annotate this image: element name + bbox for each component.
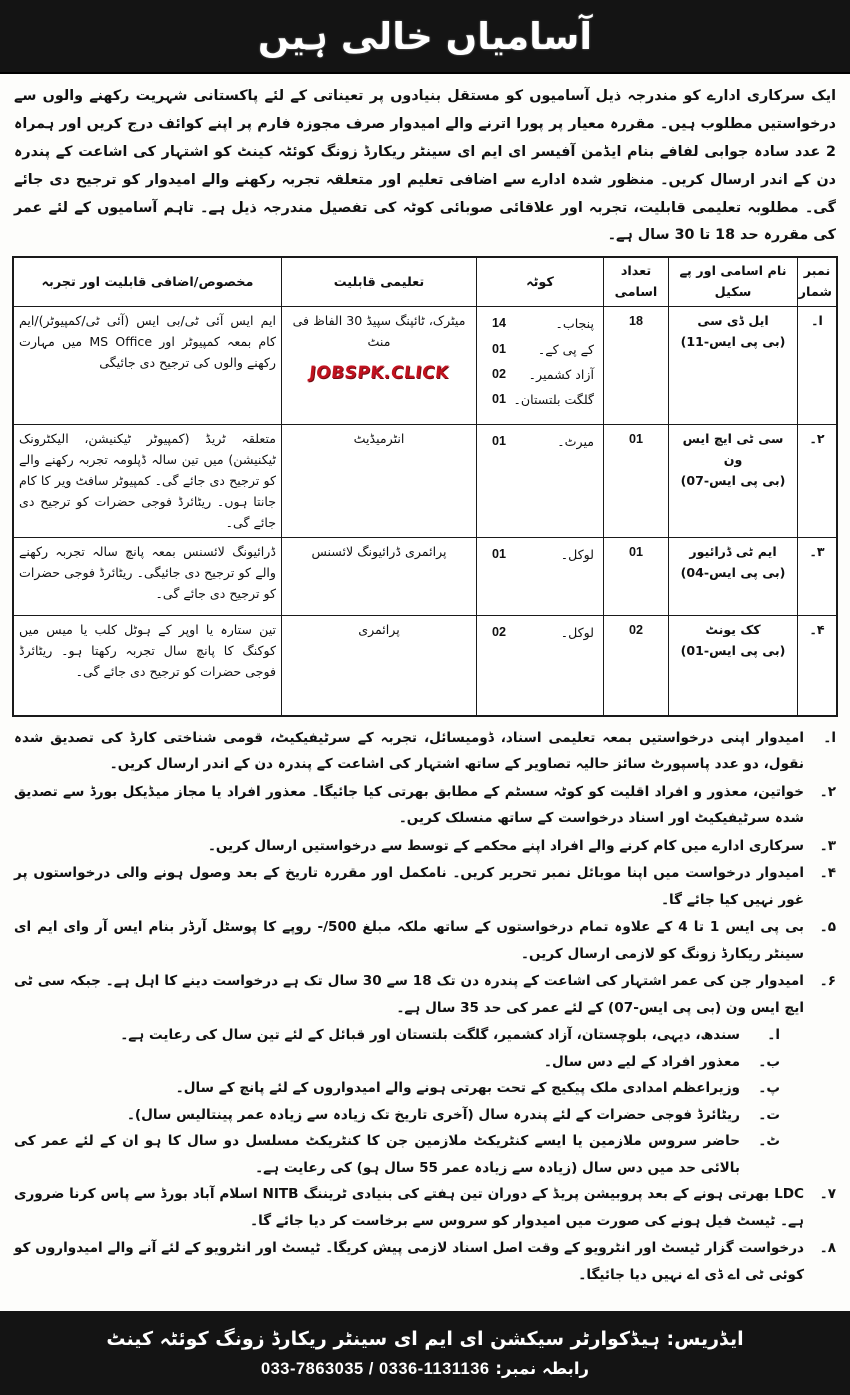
condition-text: LDC بھرتی ہونے کے بعد پروبیشن پریڈ کے دوران تین ہفتے کی بنیادی ٹریننگ NITB اسلام آباد بورڈ سے پاس کرنا ضروری ہے۔ ٹیسٹ فیل ہونے کی صورت میں امیدوار کو سروس سے برخاست کر دیا جائے گا۔	[14, 1186, 804, 1229]
condition-item	[14, 1235, 836, 1288]
footer-address	[106, 1325, 743, 1354]
condition-text: امیدوار اپنی درخواستیں بمعہ تعلیمی اسناد، ڈومیسائل، تجربہ کے سرٹیفیکیٹ، قومی شناختی کارڈ کی تصدیق شدہ نقول، دو عدد پاسپورٹ سائز حالیہ تصاویر کے ساتھ اشتہار کی اشاعت کے پندرہ دن کے اندر ارسال کریں۔	[14, 729, 804, 773]
header-post-count: تعداد اسامی	[604, 257, 669, 307]
condition-item	[14, 860, 836, 913]
table-row	[13, 538, 837, 616]
condition-item	[14, 725, 836, 778]
quota-region: آزاد کشمیر۔	[528, 366, 594, 382]
site-watermark: JOBSPK.CLICK	[308, 363, 450, 384]
age-relaxation-text: ریٹائرڈ فوجی حضرات کے لئے پندرہ سال (آخری تاریخ تک زیادہ سے زیادہ عمر پینتالیس سال)۔	[126, 1106, 740, 1123]
age-relaxation-marker: ٹ۔	[758, 1133, 780, 1150]
condition-item	[14, 833, 836, 860]
table-header-row	[13, 257, 837, 307]
intro-paragraph: ایک سرکاری ادارے کو مندرجہ ذیل آسامیوں کو مستقل بنیادوں پر تعیناتی کے لئے پاکستانی شہریت رکھنے والوں سے درخواستیں مطلوب ہیں۔ مقررہ معیار پر پورا اترنے والے امیدوار صرف مجوزہ فارم پر اپنے کوائف درج کریں اور ہمراہ 2 عدد سادہ جوابی لفافے بنام ایڈمن آفیسر ای ایم ای سینٹر ریکارڈ زونگ کوئٹہ کینٹ کو اشتہار کی اشاعت کے پندرہ دن کے اندر ارسال کریں۔ منظور شدہ ادارے سے اضافی تعلیم اور متعلقہ تجربہ رکھنے والے امیدوار کو ترجیح دی جائے گی۔ مطلوبہ تعلیمی قابلیت، تجربہ اور علاقائی صوبائی کوٹہ کی تفصیل مندرجہ ذیل ہے۔ تاہم آسامیوں کے لئے عمر کی مقررہ حد 18 تا 30 سال ہے۔	[14, 88, 836, 244]
header-band	[0, 0, 850, 74]
row-post-title	[669, 425, 798, 538]
post-scale: (بی پی ایس-04)	[680, 565, 786, 581]
row-education	[282, 307, 477, 425]
jobs-table	[12, 256, 838, 717]
row-experience: متعلقہ ٹریڈ (کمپیوٹر ٹیکنیشن، الیکٹرونک ٹیکنیشن) میں تین سالہ ڈپلومہ تجربہ رکھنے والے کو ترجیح دی جائے گی۔ کمپیوٹر سافٹ ویر کا کام جانتا ہوں۔ ریٹائرڈ فوجی حضرات کو ترجیح دی جائے گی۔	[13, 425, 282, 538]
age-relaxation-sublist	[14, 1022, 836, 1181]
quota-entry	[482, 362, 598, 387]
quota-region: پنجاب۔	[555, 316, 594, 332]
quota-region: لوکل۔	[560, 625, 594, 641]
quota-entry	[482, 387, 598, 412]
row-serial: ۲۔	[798, 425, 838, 538]
row-experience: ڈرائیونگ لائسنس بمعہ پانچ سالہ تجربہ رکھنے والے کو ترجیح دی جائیگی۔ ریٹائرڈ فوجی حضرات کو ترجیح دی جائے گی۔	[13, 538, 282, 616]
header-education: تعلیمی قابلیت	[282, 257, 477, 307]
condition-text: امیدوار درخواست میں اپنا موبائل نمبر تحریر کریں۔ نامکمل اور مقررہ تاریخ کے بعد وصول ہونے والی درخواستوں پر غور نہیں کیا جائے گا۔	[14, 865, 804, 908]
age-relaxation-item	[14, 1128, 780, 1181]
condition-item	[14, 779, 836, 832]
quota-number: 14	[492, 316, 507, 331]
post-name: کک یونٹ	[705, 622, 761, 638]
header-serial: نمبر شمار	[798, 257, 838, 307]
row-quota	[477, 425, 604, 538]
table-row	[13, 425, 837, 538]
condition-marker: ۸۔	[819, 1240, 836, 1257]
quota-number: 01	[492, 392, 507, 407]
row-education: پرائمری ڈرائیونگ لائسنس	[282, 538, 477, 616]
condition-marker: ۷۔	[819, 1186, 836, 1203]
post-scale: (بی پی ایس-01)	[680, 643, 786, 659]
header-experience: مخصوص/اضافی قابلیت اور تجربہ	[13, 257, 282, 307]
row-post-count: 18	[604, 307, 669, 425]
post-name: ایل ڈی سی	[697, 313, 769, 329]
quota-entry	[482, 311, 598, 336]
age-relaxation-text: سندھ، دیہی، بلوچستان، آزاد کشمیر، گلگت بلتستان اور قبائل کے لئے تین سال کی رعایت ہے۔	[120, 1027, 740, 1044]
row-serial: ا۔	[798, 307, 838, 425]
condition-text: سرکاری ادارے میں کام کرنے والے افراد اپنے محکمے کے توسط سے درخواستیں ارسال کریں۔	[207, 837, 804, 854]
row-post-title	[669, 616, 798, 716]
quota-region: گلگت بلتستان۔	[513, 392, 594, 408]
age-relaxation-item	[14, 1102, 780, 1129]
education-text: میٹرک، ٹائپنگ سپیڈ 30 الفاظ فی منٹ	[292, 313, 466, 350]
condition-text: امیدوار جن کی عمر اشتہار کی اشاعت کے پندرہ دن تک 18 سے 30 سال تک ہے درخواست دینے کا اہل ہے۔ جبکہ سی ٹی ایچ ایس ون (بی پی ایس-07) کے لئے عمر کی حد 35 سال ہے۔	[14, 973, 804, 1016]
row-post-count: 02	[604, 616, 669, 716]
post-scale: (بی پی ایس-11)	[680, 334, 786, 350]
condition-marker: ا۔	[823, 729, 836, 746]
condition-marker: ۶۔	[819, 973, 836, 990]
jobs-table-head	[13, 257, 837, 307]
contact-label: رابطہ نمبر:	[495, 1359, 590, 1379]
row-education: انٹرمیڈیٹ	[282, 425, 477, 538]
table-row	[13, 616, 837, 716]
row-post-count: 01	[604, 538, 669, 616]
footer-band	[0, 1311, 850, 1395]
condition-text: خواتین، معذور و افراد اقلیت کو کوٹہ سسٹم کے مطابق بھرتی کیا جائیگا۔ معذور افراد یا مجاز میڈیکل بورڈ سے تصدیق شدہ سرٹیفیکیٹ اور اسناد درخواست کے ساتھ منسلک کریں۔	[14, 783, 804, 827]
condition-text: بی پی ایس 1 تا 4 کے علاوہ تمام درخواستوں کے ساتھ ملکہ مبلغ 500/- روپے کا پوسٹل آرڈر بنام ایس آر وای ایم ای سینٹر ریکارڈ زونگ کو لازمی ارسال کریں۔	[14, 919, 804, 962]
condition-marker: ۵۔	[819, 919, 836, 936]
quota-number: 01	[492, 341, 507, 356]
post-name: ایم ٹی ڈرائیور	[689, 544, 777, 560]
header-post-title: نام اسامی اور پے سکیل	[669, 257, 798, 307]
quota-entry	[482, 429, 598, 454]
quota-entry	[482, 542, 598, 567]
quota-region: میرٹ۔	[557, 434, 594, 450]
row-post-title	[669, 307, 798, 425]
condition-item	[14, 1181, 836, 1234]
page-title: آسامیاں خالی ہیں	[257, 14, 593, 58]
age-relaxation-marker: پ۔	[758, 1080, 780, 1097]
age-relaxation-item	[14, 1049, 780, 1076]
address-label: ایڈریس:	[666, 1327, 744, 1350]
post-name: سی ٹی ایچ ایس ون	[682, 431, 784, 468]
header-quota: کوٹہ	[477, 257, 604, 307]
condition-marker: ۴۔	[819, 865, 836, 882]
row-education: پرائمری	[282, 616, 477, 716]
quota-region: لوکل۔	[560, 547, 594, 563]
condition-text: درخواست گزار ٹیسٹ اور انٹرویو کے وقت اصل اسناد لازمی پیش کریگا۔ ٹیسٹ اور انٹرویو کے لئے آنے والے امیدواروں کو کوئی ٹی اے ڈی اے نہیں دیا جائیگا۔	[14, 1240, 804, 1283]
quota-number: 02	[492, 366, 507, 381]
age-relaxation-item	[14, 1075, 780, 1102]
row-serial: ۴۔	[798, 616, 838, 716]
age-relaxation-text: وزیراعظم امدادی ملک پیکیج کے تحت بھرتی ہونے والے امیدواروں کے لئے پانچ کے سال۔	[175, 1080, 740, 1097]
conditions-list	[0, 717, 850, 1292]
row-experience: تین ستارہ یا اوپر کے ہوٹل کلب یا میس میں کوکنگ کا پانچ سال تجربہ رکھتا ہو۔ ریٹائرڈ فوجی حضرات کو ترجیح دی جائے گی۔	[13, 616, 282, 716]
post-scale: (بی پی ایس-07)	[680, 473, 786, 488]
address-value: ہیڈکوارٹر سیکشن ای ایم ای سینٹر ریکارڈ زونگ کوئٹہ کینٹ	[106, 1327, 660, 1350]
quota-number: 01	[492, 434, 507, 449]
quota-number: 02	[492, 625, 507, 640]
quota-entry	[482, 620, 598, 645]
row-quota	[477, 538, 604, 616]
condition-marker: ۲۔	[819, 783, 836, 800]
jobs-table-body	[13, 307, 837, 716]
contact-numbers: 033-7863035 / 0336-1131136	[260, 1360, 490, 1379]
jobs-table-wrapper	[0, 256, 850, 717]
row-quota	[477, 616, 604, 716]
row-experience: ایم ایس آئی ٹی/بی ایس (آئی ٹی/کمپیوٹر)/ایم کام بمعہ کمپیوٹر اور MS Office میں مہارت رکھنے والوں کی ترجیح دی جائیگی	[13, 307, 282, 425]
age-relaxation-text: معذور افراد کے لیے دس سال۔	[544, 1053, 740, 1070]
footer-contact	[261, 1359, 589, 1379]
age-relaxation-marker: ا۔	[767, 1027, 780, 1044]
condition-item	[14, 968, 836, 1021]
quota-entry	[482, 337, 598, 362]
row-post-count: 01	[604, 425, 669, 538]
age-relaxation-marker: ت۔	[758, 1106, 780, 1123]
table-row	[13, 307, 837, 425]
quota-number: 01	[492, 547, 507, 562]
row-serial: ۳۔	[798, 538, 838, 616]
row-quota	[477, 307, 604, 425]
row-post-title	[669, 538, 798, 616]
condition-item	[14, 914, 836, 967]
age-relaxation-marker: ب۔	[758, 1053, 780, 1070]
condition-marker: ۳۔	[819, 837, 836, 854]
age-relaxation-item	[14, 1022, 780, 1049]
quota-region: کے پی کے۔	[537, 341, 594, 357]
age-relaxation-text: حاضر سروس ملازمین یا ایسے کنٹریکٹ ملازمین جن کا کنٹریکٹ مسلسل دو سال کا ہو ان کے لئے عمر کی بالائی حد میں دس سال (زیادہ سے زیادہ عمر 55 سال ہو) کی رعایت ہے۔	[14, 1133, 740, 1176]
